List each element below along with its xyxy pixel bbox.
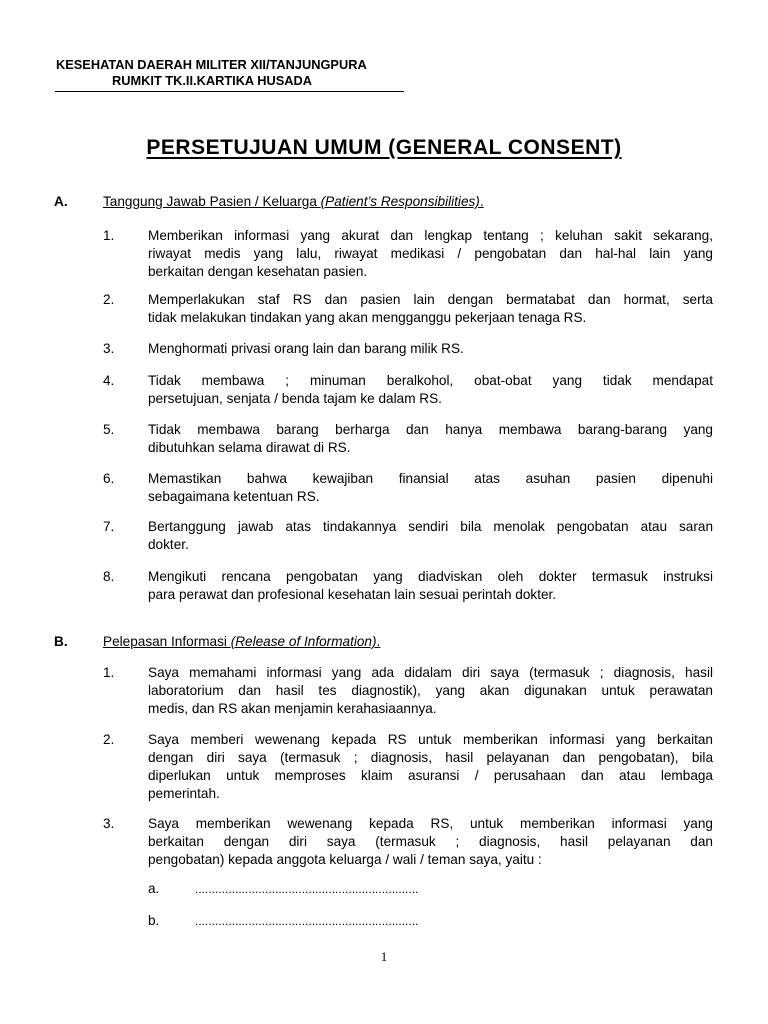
item-text-line: sebagaimana ketentuan RS. — [148, 489, 320, 504]
item-number: 3. — [103, 816, 115, 831]
item-text-line: Memperlakukan staf RS dan pasien lain dengan bermatabat dan hormat, serta — [148, 292, 713, 307]
item-text — [148, 340, 713, 358]
page-number: 1 — [380, 949, 388, 964]
item-text-line: Mengikuti rencana pengobatan yang diadviskan oleh dokter termasuk instruksi — [148, 569, 713, 584]
item-text — [148, 227, 713, 281]
item-text-line: Memastikan bahwa kewajiban finansial atas asuhan pasien dipenuhi — [148, 471, 713, 486]
item-text — [148, 731, 713, 803]
item-text-line: Tidak membawa ; minuman beralkohol, obat-obat yang tidak mendapat — [148, 373, 713, 388]
item-text-line: pengobatan) kepada anggota keluarga / wali / teman saya, yaitu : — [148, 852, 542, 867]
item-text-line: riwayat medis yang lalu, riwayat medikasi / pengobatan dan hal-hal lain yang — [148, 246, 713, 261]
item-text-line: medis, dan RS akan menjamin kerahasiaannya. — [148, 701, 437, 716]
section-a-heading-italic: (Patient’s Responsibilities) — [320, 194, 480, 209]
item-number: 1. — [103, 665, 115, 680]
section-b-heading-italic: (Release of Information) — [230, 634, 377, 649]
document-title: PERSETUJUAN UMUM (GENERAL CONSENT) — [146, 136, 622, 159]
item-number: 8. — [103, 569, 115, 584]
item-text-line: Memberikan informasi yang akurat dan lengkap tentang ; keluhan sakit sekarang, — [148, 228, 713, 243]
letterhead-rule — [55, 91, 404, 92]
item-text-line: dengan diri saya (termasuk ; diagnosis, hasil pelayanan dan pengobatan), bila — [148, 750, 713, 765]
section-a-heading — [103, 193, 484, 210]
item-text-line: Tidak membawa barang berharga dan hanya membawa barang-barang yang — [148, 422, 713, 437]
item-number: 2. — [103, 292, 115, 307]
letterhead — [55, 57, 404, 92]
section-b-heading — [103, 633, 380, 650]
item-number: 6. — [103, 471, 115, 486]
item-text — [148, 421, 713, 457]
item-text-line: berkaitan dengan kesehatan pasien. — [148, 264, 368, 279]
recipient-label: b. — [148, 913, 160, 928]
recipient-blank: ................................................................... — [195, 882, 419, 896]
item-number: 2. — [103, 732, 115, 747]
item-number: 5. — [103, 422, 115, 437]
item-text-line: dokter. — [148, 537, 189, 552]
item-number: 3. — [103, 341, 115, 356]
item-text-line: Bertanggung jawab atas tindakannya sendiri bila menolak pengobatan atau saran — [148, 519, 713, 534]
item-text-line: Saya memahami informasi yang ada didalam diri saya (termasuk ; diagnosis, hasil — [148, 665, 713, 680]
item-text-line: pemerintah. — [148, 786, 220, 801]
section-b-heading-end: . — [376, 634, 381, 649]
section-a-heading-end: . — [479, 194, 484, 209]
item-text — [148, 664, 713, 718]
section-b-heading-text: Pelepasan Informasi — [103, 634, 231, 649]
item-text — [148, 372, 713, 408]
item-number: 7. — [103, 519, 115, 534]
item-text-line: diperlukan untuk memproses klaim asuransi / perusahaan dan atau lembaga — [148, 768, 713, 783]
letterhead-line-1: KESEHATAN DAERAH MILITER XII/TANJUNGPURA — [56, 57, 367, 72]
item-text — [148, 518, 713, 554]
item-text — [148, 815, 713, 869]
item-text — [148, 568, 713, 604]
item-text — [148, 291, 713, 327]
item-text-line: berkaitan dengan diri saya (termasuk ; diagnosis, hasil pelayanan dan — [148, 834, 713, 849]
item-number: 1. — [103, 228, 115, 243]
recipient-label: a. — [148, 881, 160, 896]
item-text-line: dibutuhkan selama dirawat di RS. — [148, 440, 351, 455]
section-a-letter: A. — [54, 194, 68, 209]
item-text-line: Saya memberikan wewenang kepada RS, untuk memberikan informasi yang — [148, 816, 713, 831]
item-text-line: persetujuan, senjata / benda tajam ke dalam RS. — [148, 391, 442, 406]
item-number: 4. — [103, 373, 115, 388]
recipient-blank: ................................................................... — [195, 914, 419, 928]
item-text-line: laboratorium dan hasil tes diagnostik), yang akan digunakan untuk perawatan — [148, 683, 713, 698]
item-text-line: para perawat dan profesional kesehatan lain sesuai perintah dokter. — [148, 587, 557, 602]
section-a-heading-text: Tanggung Jawab Pasien / Keluarga — [103, 194, 321, 209]
letterhead-line-2: RUMKIT TK.II.KARTIKA HUSADA — [112, 73, 312, 88]
section-b-letter: B. — [54, 634, 68, 649]
item-text-line: tidak melakukan tindakan yang akan mengganggu pekerjaan tenaga RS. — [148, 310, 587, 325]
item-text-line: Menghormati privasi orang lain dan barang milik RS. — [148, 341, 464, 356]
item-text-line: Saya memberi wewenang kepada RS untuk memberikan informasi yang berkaitan — [148, 732, 713, 747]
item-text — [148, 470, 713, 506]
